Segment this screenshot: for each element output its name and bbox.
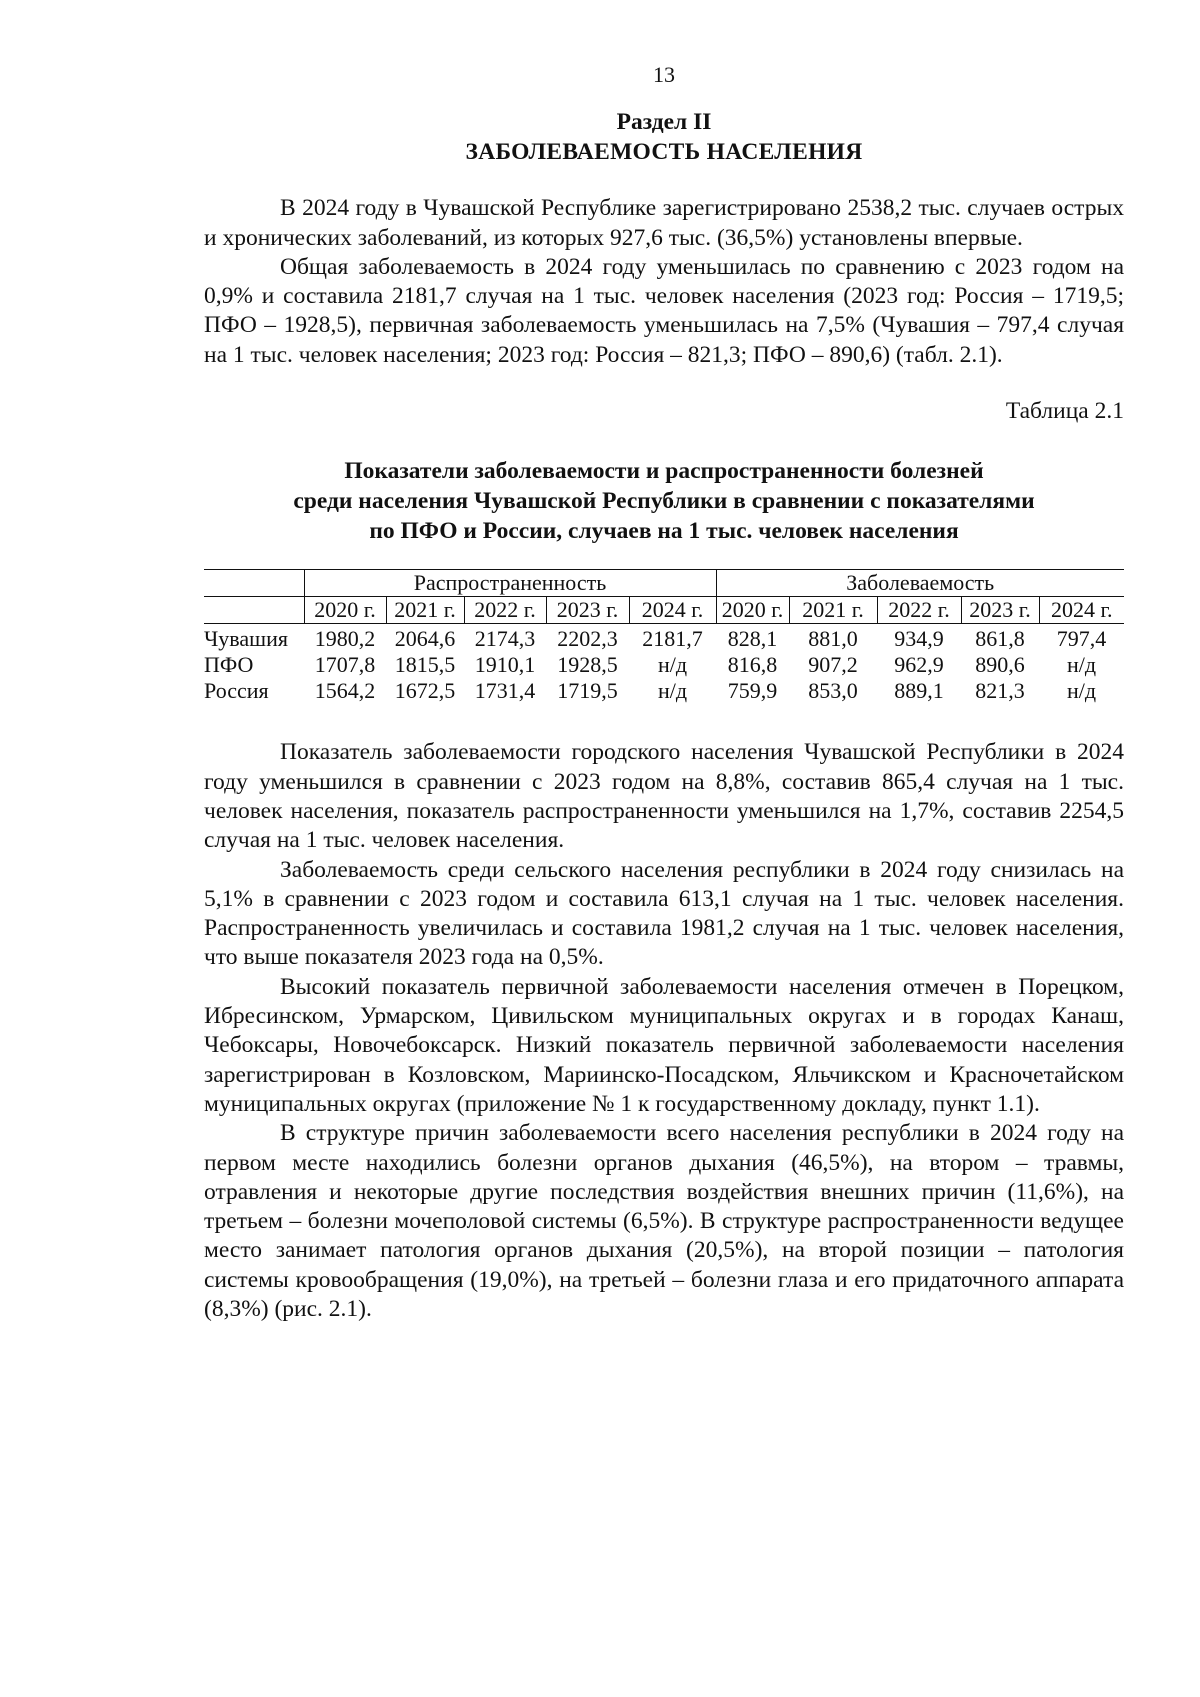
table-group-header: Распространенность xyxy=(304,570,716,597)
table-column-header: 2023 г. xyxy=(546,597,629,624)
document-page xyxy=(204,60,1124,1324)
table-cell: 1731,4 xyxy=(474,678,536,704)
table-cell: н/д xyxy=(657,652,688,678)
table-cell: 821,3 xyxy=(975,678,1025,704)
table-caption-line: по ПФО и России, случаев на 1 тыс. человек населения xyxy=(369,518,959,545)
table-cell: 1672,5 xyxy=(394,678,456,704)
table-label: Таблица 2.1 xyxy=(1005,398,1124,425)
table-cell: 2064,6 xyxy=(394,626,456,652)
body-paragraph: Показатель заболеваемости городского населения Чувашской Республики в 2024 году уменьшился в сравнении с 2023 годом на 8,8%, составив 865,4 случая на 1 тыс. человек населения, показатель распространенности уменьшился на 1,7%, составив 2254,5 случая на 1 тыс. человек населения. xyxy=(204,739,1124,854)
table-cell: 1719,5 xyxy=(557,678,618,704)
table-caption xyxy=(204,456,1124,546)
section-label: Раздел II xyxy=(616,109,712,136)
table-cell: н/д xyxy=(1066,652,1097,678)
table-column-header: 2020 г. xyxy=(304,597,386,624)
table-cell: 2202,3 xyxy=(557,626,618,652)
table-cell: 1980,2 xyxy=(314,626,376,652)
table-cell: 1815,5 xyxy=(394,652,456,678)
table-corner-cell xyxy=(204,597,304,624)
table-column-header: 2021 г. xyxy=(386,597,464,624)
table-cell: 1910,1 xyxy=(474,652,536,678)
table-group-header: Заболеваемость xyxy=(716,570,1124,597)
table-cell: 1928,5 xyxy=(557,652,618,678)
table-cell: 889,1 xyxy=(894,678,944,704)
table-cell: 797,4 xyxy=(1056,626,1107,652)
table-cell: н/д xyxy=(1066,678,1097,704)
table-row xyxy=(204,678,1124,704)
table-column-header: 2023 г. xyxy=(961,597,1039,624)
section-title: ЗАБОЛЕВАЕМОСТЬ НАСЕЛЕНИЯ xyxy=(465,139,863,166)
table-row xyxy=(204,624,1124,653)
table-caption-line: Показатели заболеваемости и распространенности болезней xyxy=(344,458,984,485)
table-column-header: 2024 г. xyxy=(1039,597,1124,624)
table-cell: 828,1 xyxy=(727,626,778,652)
intro-paragraph: Общая заболеваемость в 2024 году уменьшилась по сравнению с 2023 годом на 0,9% и составила 2181,7 случая на 1 тыс. человек населения (2023 год: Россия – 1719,5; ПФО – 1928,5), первичная заболеваемость уменьшилась на 7,5% (Чувашия – 797,4 случая на 1 тыс. человек населения; 2023 год: Россия – 821,3; ПФО – 890,6) (табл. 2.1). xyxy=(204,253,1124,368)
table-year-header-row xyxy=(204,597,1124,624)
table-column-header: 2020 г. xyxy=(716,597,789,624)
table-row-label: ПФО xyxy=(204,652,254,678)
body-paragraph: В структуре причин заболеваемости всего населения республики в 2024 году на первом месте находились болезни органов дыхания (46,5%), на втором – травмы, отравления и некоторые другие последствия воздействия внешних причин (11,6%), на третьем – болезни мочеполовой системы (6,5%). В структуре распространенности ведущее место занимает патология органов дыхания (20,5%), на второй позиции – патология системы кровообращения (19,0%), на третьей – болезни глаза и его придаточного аппарата (8,3%) (рис. 2.1). xyxy=(204,1120,1124,1323)
table-corner-cell xyxy=(204,570,304,597)
table-cell: 1707,8 xyxy=(314,652,376,678)
body-paragraph: Высокий показатель первичной заболеваемости населения отмечен в Порецком, Ибресинском, Урмарском, Цивильском муниципальных округах и в городах Канаш, Чебоксары, Новочебоксарск. Низкий показатель первичной заболеваемости населения зарегистрирован в Козловском, Мариинско-Посадском, Яльчикском и Красночетайском муниципальных округах (приложение № 1 к государственному докладу, пункт 1.1). xyxy=(204,973,1124,1117)
table-cell: 816,8 xyxy=(727,652,778,678)
intro-paragraph: В 2024 году в Чувашской Республике зарегистрировано 2538,2 тыс. случаев острых и хронических заболеваний, из которых 927,6 тыс. (36,5%) установлены впервые. xyxy=(204,195,1124,251)
table-column-header: 2024 г. xyxy=(629,597,716,624)
table-cell: 881,0 xyxy=(808,626,858,652)
table-column-header: 2021 г. xyxy=(789,597,877,624)
table-cell: 2181,7 xyxy=(642,626,703,652)
table-cell: 2174,3 xyxy=(474,626,536,652)
table-row-label: Чувашия xyxy=(204,626,288,652)
table-row-label: Россия xyxy=(204,678,269,704)
page-number: 13 xyxy=(653,62,675,87)
table-cell: 962,9 xyxy=(894,652,944,678)
table-column-header: 2022 г. xyxy=(877,597,961,624)
table-column-header: 2022 г. xyxy=(464,597,546,624)
table-cell: 890,6 xyxy=(975,652,1025,678)
table-cell: 907,2 xyxy=(808,652,858,678)
table-cell: 759,9 xyxy=(727,678,778,704)
statistics-table xyxy=(204,569,1124,704)
table-group-header-row xyxy=(204,570,1124,597)
table-cell: 853,0 xyxy=(808,678,858,704)
table-caption-line: среди населения Чувашской Республики в сравнении с показателями xyxy=(293,488,1035,515)
table-cell: 861,8 xyxy=(975,626,1025,652)
table-cell: 934,9 xyxy=(894,626,944,652)
table-row xyxy=(204,652,1124,678)
table-cell: 1564,2 xyxy=(314,678,376,704)
body-paragraph: Заболеваемость среди сельского населения республики в 2024 году снизилась на 5,1% в сравнении с 2023 годом и составила 613,1 случая на 1 тыс. человек населения. Распространенность увеличилась и составила 1981,2 случая на 1 тыс. человек населения, что выше показателя 2023 года на 0,5%. xyxy=(204,856,1124,971)
table-cell: н/д xyxy=(657,678,688,704)
